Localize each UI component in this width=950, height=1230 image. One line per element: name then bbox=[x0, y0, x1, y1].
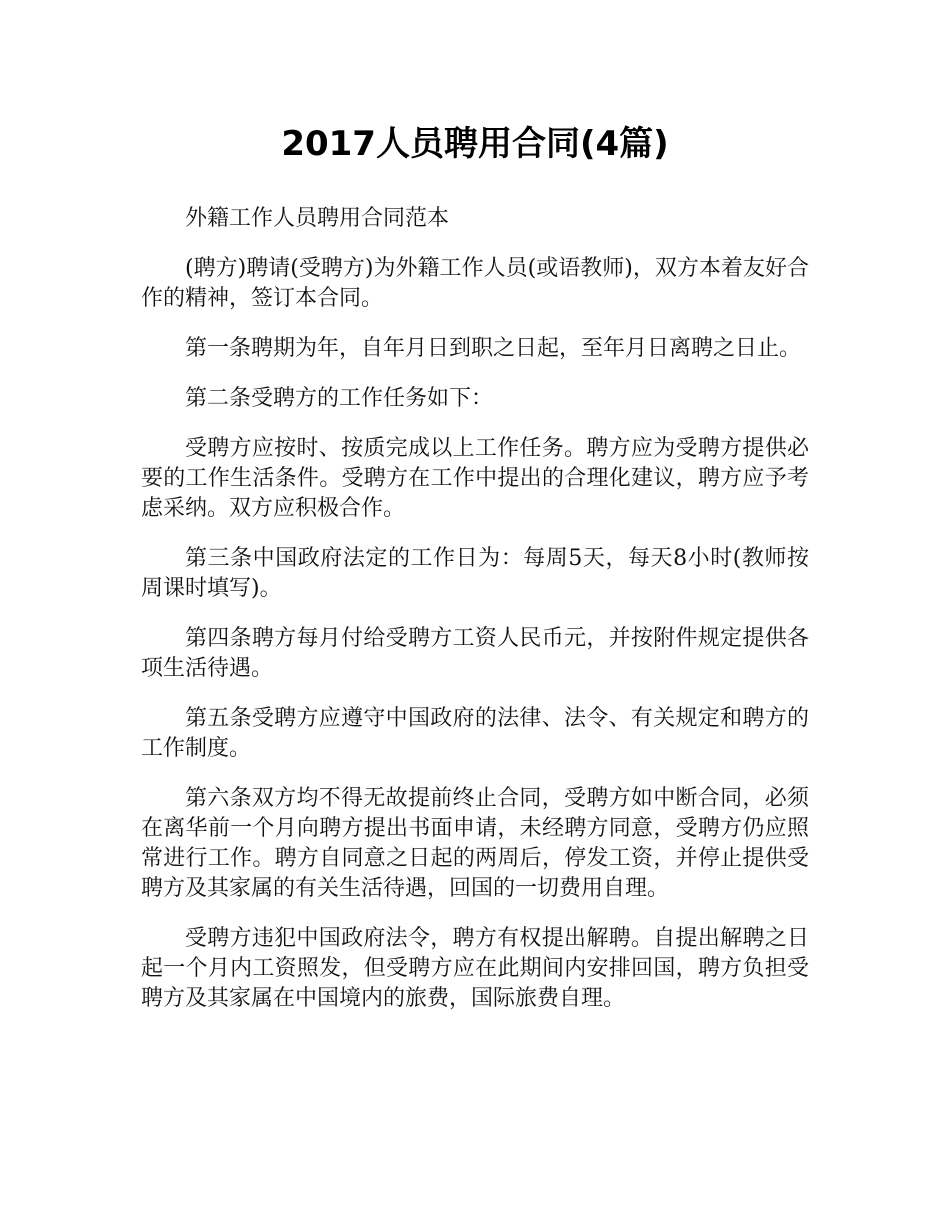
paragraph-heading: 外籍工作人员聘用合同范本 bbox=[185, 206, 450, 231]
paragraph-article-5: 第五条受聘方应遵守中国政府的法律、法令、有关规定和聘方的工作制度。 bbox=[141, 706, 809, 761]
document-body bbox=[141, 204, 809, 1034]
paragraph-intro: (聘方)聘请(受聘方)为外籍工作人员(或语教师)，双方本着友好合作的精神，签订本合同。 bbox=[141, 256, 809, 311]
document-title: 2017人员聘用合同(4篇) bbox=[281, 124, 669, 164]
paragraph-article-6-detail: 受聘方违犯中国政府法令，聘方有权提出解聘。自提出解聘之日起一个月内工资照发，但受聘方应在此期间内安排回国，聘方负担受聘方及其家属在中国境内的旅费，国际旅费自理。 bbox=[141, 926, 809, 1011]
paragraph-article-6: 第六条双方均不得无故提前终止合同，受聘方如中断合同，必须在离华前一个月向聘方提出书面申请，未经聘方同意，受聘方仍应照常进行工作。聘方自同意之日起的两周后，停发工资，并停止提供受聘方及其家属的有关生活待遇，回国的一切费用自理。 bbox=[141, 786, 809, 901]
paragraph-article-3: 第三条中国政府法定的工作日为：每周5天，每天8小时(教师按周课时填写)。 bbox=[141, 546, 809, 601]
paragraph-article-2-detail: 受聘方应按时、按质完成以上工作任务。聘方应为受聘方提供必要的工作生活条件。受聘方在工作中提出的合理化建议，聘方应予考虑采纳。双方应积极合作。 bbox=[141, 436, 809, 521]
paragraph-article-2: 第二条受聘方的工作任务如下： bbox=[185, 386, 494, 411]
paragraph-article-4: 第四条聘方每月付给受聘方工资人民币元，并按附件规定提供各项生活待遇。 bbox=[141, 626, 809, 681]
paragraph-article-1: 第一条聘期为年，自年月日到职之日起，至年月日离聘之日止。 bbox=[185, 336, 802, 361]
